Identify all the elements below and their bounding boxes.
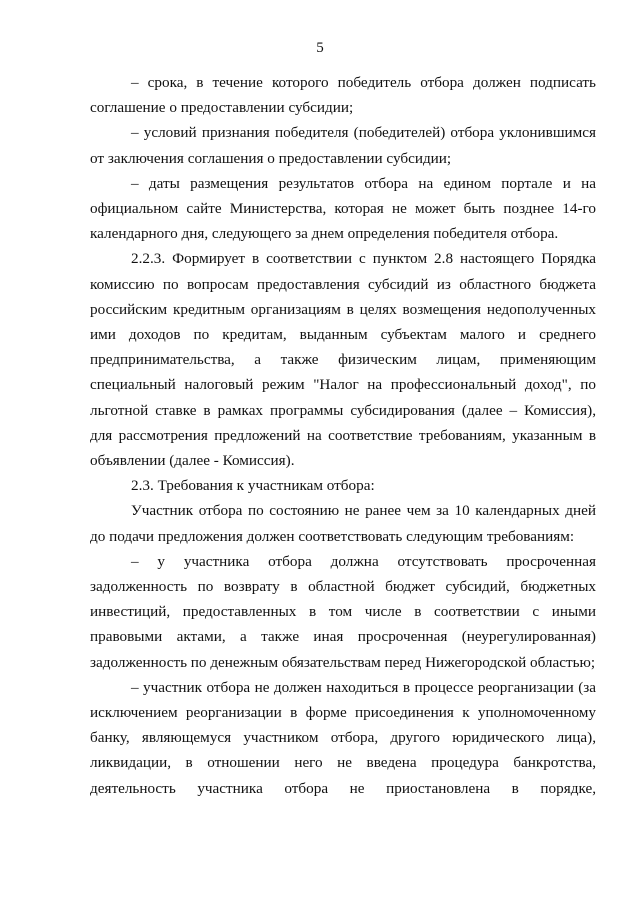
paragraph-no-overdue-debt: – у участника отбора должна отсутствовать просроченная задолженность по возврату в областной бюджет субсидий, бюджетных инвестиций, предоставленных в том числе в соответствии с иными правовыми актами, а также иная просроченная (неурегулированная) задолженность по денежным обязательствам перед Нижегородской областью; [90, 552, 596, 671]
paragraph-no-reorganization: – участник отбора не должен находиться в процессе реорганизации (за исключением реорганизации в форме присоединения к уполномоченному банку, являющемуся участником отбора, другого юридического лица), ликвидации, в отношении него не введена процедура банкротства, деятельность участника отбора не приостановлена в порядке, [90, 678, 596, 797]
paragraph-results-publication-date: – даты размещения результатов отбора на едином портале и на официальном сайте Министерства, которая не может быть позднее 14-го календарного дня, следующего за днем определения победителя отбора. [90, 174, 596, 243]
paragraph-participant-requirements-intro: Участник отбора по состоянию не ранее чем за 10 календарных дней до подачи предложения должен соответствовать следующим требованиям: [90, 502, 596, 545]
paragraph-2-3-heading: 2.3. Требования к участникам отбора: [131, 477, 375, 495]
paragraph-2-2-3-commission: 2.2.3. Формирует в соответствии с пунктом 2.8 настоящего Порядка комиссию по вопросам предоставления субсидий из областного бюджета российским кредитным организациям в целях возмещения недополученных ими доходов по кредитам, выданным субъектам малого и среднего предпринимательства, а также физическим лицам, применяющим специальный налоговый режим "Налог на профессиональный доход", по льготной ставке в рамках программы субсидирования (далее – Комиссия), для рассмотрения предложений на соответствие требованиям, указанным в объявлении (далее - Комиссия). [90, 250, 596, 470]
paragraph-term-sign-agreement: – срока, в течение которого победитель отбора должен подписать соглашение о предоставлении субсидии; [90, 74, 596, 117]
document-body [90, 70, 596, 801]
page-number: 5 [316, 40, 324, 56]
paragraph-evasion-conditions: – условий признания победителя (победителей) отбора уклонившимся от заключения соглашения о предоставлении субсидии; [90, 124, 596, 167]
